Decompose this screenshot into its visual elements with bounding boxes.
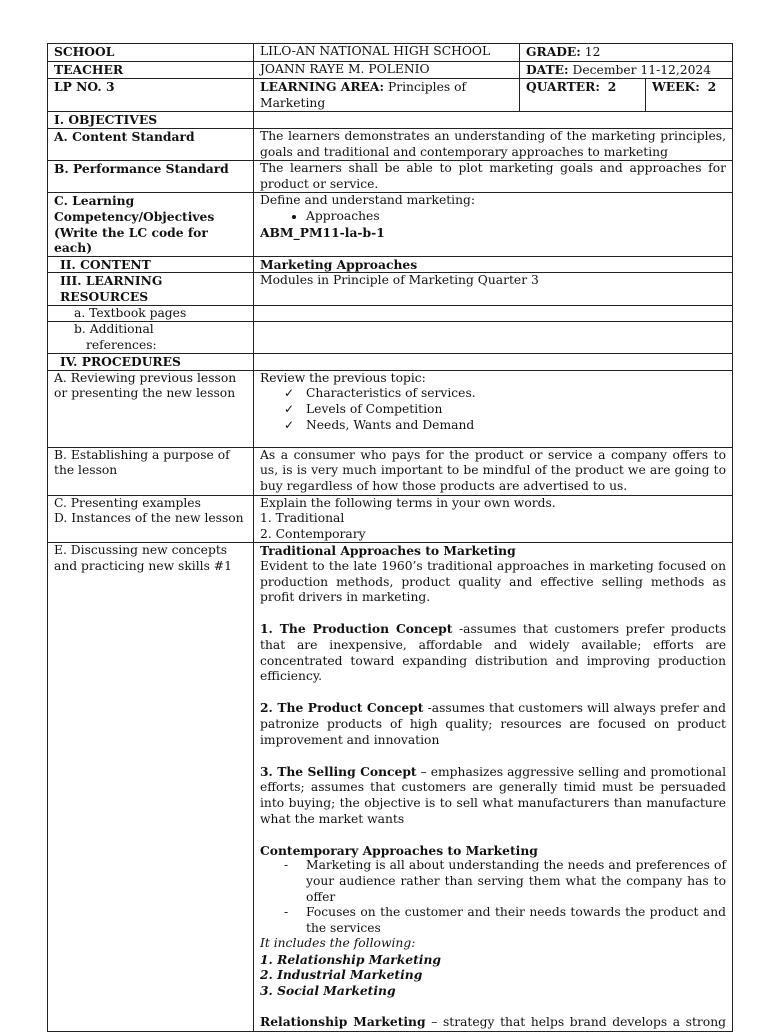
school-label: SCHOOL: [48, 44, 254, 62]
lesson-plan-table: [47, 43, 733, 1032]
date-label: DATE:: [526, 61, 569, 77]
teacher-value: JOANN RAYE M. POLENIO: [254, 61, 520, 79]
review-item: ✓ Levels of Competition: [284, 402, 726, 418]
performance-standard-label: B. Performance Standard: [48, 161, 254, 193]
content-standard-row: [48, 128, 733, 160]
procedure-a-cell: [254, 370, 733, 447]
selling-concept-title: 3. The Selling Concept: [260, 763, 417, 779]
empty-cell: [254, 112, 733, 129]
procedure-cd-cell: [254, 495, 733, 543]
learning-area-label: LEARNING AREA:: [260, 79, 385, 95]
additional-label-line1: b. Additional: [74, 322, 154, 337]
procedure-b-text: As a consumer who pays for the product or service a company offers to us, is is very much important to be mindful of the product we are going to buy regardless of how those products are advertised to us.: [254, 447, 733, 495]
selling-concept-text: – emphasizes aggressive selling and promotional efforts; assumes that customers are generally timid must be persuaded into buying; the objective is to sell what manufacturers than manufacture what the market wants: [260, 764, 727, 826]
spacer: [260, 748, 726, 764]
spacer: [260, 999, 726, 1015]
week-label: WEEK:: [652, 79, 700, 95]
teacher-label: TEACHER: [48, 61, 254, 79]
textbook-label: a. Textbook pages: [48, 305, 254, 322]
procedure-e-label: E. Discussing new concepts and practicing new skills #1: [48, 543, 254, 1031]
additional-label-line2: references:: [86, 337, 157, 352]
review-checklist: [260, 386, 726, 433]
content-standard-text: The learners demonstrates an understanding of the marketing principles, goals and traditional and contemporary approaches to marketing: [254, 128, 733, 160]
competency-label: C. Learning Competency/Objectives (Write the LC code for each): [48, 193, 254, 256]
content-standard-label: A. Content Standard: [48, 128, 254, 160]
procedure-b-label: B. Establishing a purpose of the lesson: [48, 447, 254, 495]
contemporary-list: [260, 858, 726, 936]
quarter-value: 2: [607, 79, 617, 95]
performance-standard-text: The learners shall be able to plot marketing goals and approaches for product or service.: [254, 161, 733, 193]
relationship-marketing: [260, 1014, 726, 1031]
contemporary-item: - Marketing is all about understanding the needs and preferences of your audience rather than serving them what the company has to offer: [284, 858, 726, 905]
grade-value: 12: [584, 45, 601, 59]
procedure-e-cell: [254, 543, 733, 1031]
content-heading: II. CONTENT: [48, 256, 254, 273]
relationship-marketing-text: – strategy that helps brand develops a strong: [425, 1015, 727, 1030]
includes-label: It includes the following:: [260, 936, 416, 951]
traditional-heading: Traditional Approaches to Marketing: [260, 543, 516, 559]
competency-row: [48, 193, 733, 256]
procedures-heading: IV. PROCEDURES: [48, 354, 254, 371]
product-concept-title: 2. The Product Concept: [260, 700, 424, 716]
product-concept: [260, 700, 726, 748]
quarter-label: QUARTER:: [526, 79, 600, 95]
textbook-row: [48, 305, 733, 322]
traditional-text: Evident to the late 1960’s traditional approaches in marketing focused on production methods, product quality and effective selling methods as profit drivers in marketing.: [260, 559, 727, 605]
procedures-heading-row: [48, 354, 733, 371]
teacher-row: [48, 61, 733, 79]
learning-area-cell: [254, 79, 520, 112]
school-row: [48, 44, 733, 62]
lp-row: [48, 79, 733, 112]
performance-standard-row: [48, 161, 733, 193]
procedure-cd-item: 1. Traditional: [260, 511, 345, 526]
additional-references-label: [48, 322, 254, 354]
product-concept-text: -assumes that customers will always prefer and patronize products of high quality; resources are focused on product improvement and innovation: [260, 701, 727, 747]
procedure-a-label: A. Reviewing previous lesson or presenting the new lesson: [48, 370, 254, 447]
procedure-e-row: [48, 543, 733, 1031]
production-concept-title: 1. The Production Concept: [260, 621, 453, 637]
competency-cell: [254, 193, 733, 256]
procedure-d-label: D. Instances of the new lesson: [54, 511, 244, 526]
contemporary-heading: Contemporary Approaches to Marketing: [260, 842, 538, 858]
procedure-a-row: [48, 370, 733, 447]
production-concept-text: -assumes that customers prefer products that are inexpensive, affordable and widely available; efforts are concentrated toward expanding distribution and improving production efficiency.: [260, 622, 727, 684]
resources-value: Modules in Principle of Marketing Quarter 3: [254, 273, 733, 305]
procedure-cd-row: [48, 495, 733, 543]
school-value: LILO-AN NATIONAL HIGH SCHOOL: [254, 44, 520, 62]
relationship-marketing-title: Relationship Marketing: [260, 1014, 426, 1030]
lp-label: LP NO. 3: [48, 79, 254, 112]
resources-row: [48, 273, 733, 305]
week-cell: [646, 79, 733, 112]
quarter-cell: [520, 79, 646, 112]
empty-cell: [254, 305, 733, 322]
procedure-cd-item: 2. Contemporary: [260, 526, 366, 541]
date-cell: [520, 61, 733, 79]
spacer: [260, 685, 726, 701]
procedure-cd-intro: Explain the following terms in your own words.: [260, 495, 556, 510]
competency-list: [260, 209, 726, 225]
resources-heading: III. LEARNING RESOURCES: [48, 273, 254, 305]
procedure-c-label: C. Presenting examples: [54, 495, 201, 510]
procedure-a-intro: Review the previous topic:: [260, 370, 426, 385]
spacer: [260, 606, 726, 622]
date-value: December 11-12,2024: [572, 62, 712, 77]
marketing-type-item: 3. Social Marketing: [260, 983, 396, 999]
objectives-heading-row: [48, 112, 733, 129]
learning-area-value: Principles of Marketing: [260, 80, 467, 110]
competency-code: ABM_PM11-la-b-1: [260, 224, 385, 240]
review-item: ✓ Characteristics of services.: [284, 386, 726, 402]
empty-cell: [254, 354, 733, 371]
additional-references-row: [48, 322, 733, 354]
grade-cell: [520, 44, 733, 62]
objectives-heading: I. OBJECTIVES: [48, 112, 254, 129]
selling-concept: [260, 764, 726, 827]
procedure-cd-label: [48, 495, 254, 543]
competency-intro: Define and understand marketing:: [260, 193, 476, 208]
review-item: ✓ Needs, Wants and Demand: [284, 418, 726, 434]
empty-cell: [254, 322, 733, 354]
marketing-type-item: 1. Relationship Marketing: [260, 951, 442, 967]
competency-bullet: • Approaches: [306, 209, 726, 225]
production-concept: [260, 621, 726, 684]
grade-label: GRADE:: [526, 44, 581, 59]
week-value: 2: [707, 79, 717, 95]
content-row: [48, 256, 733, 273]
content-value: Marketing Approaches: [254, 256, 733, 273]
marketing-type-item: 2. Industrial Marketing: [260, 967, 423, 983]
contemporary-item: - Focuses on the customer and their needs towards the product and the services: [284, 905, 726, 936]
spacer: [260, 827, 726, 843]
procedure-b-row: [48, 447, 733, 495]
